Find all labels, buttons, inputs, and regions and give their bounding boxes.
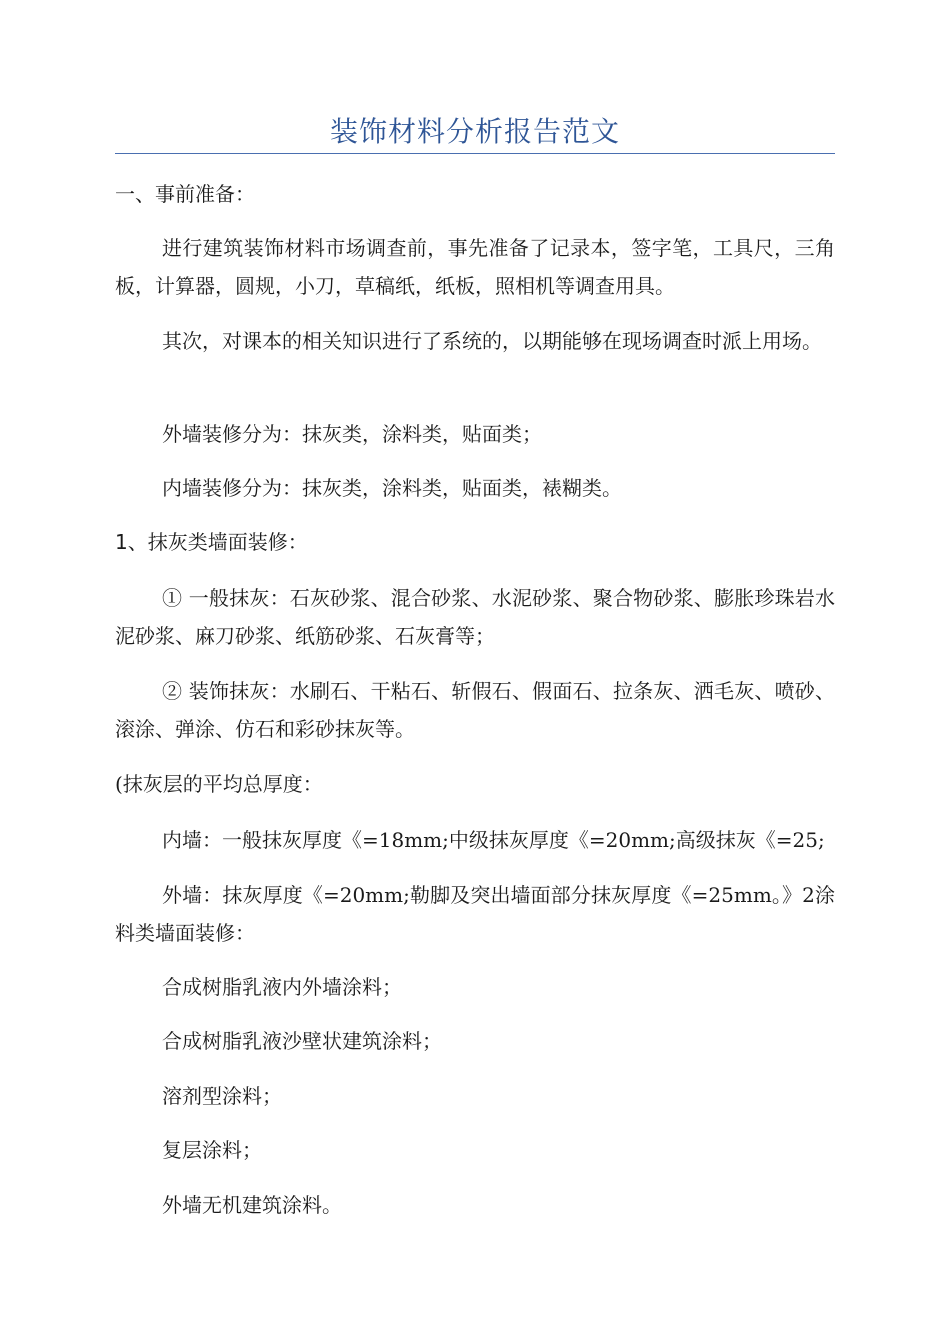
list-item-coating-3: 溶剂型涂料； [162,1084,282,1108]
list-item-coating-1: 合成树脂乳液内外墙涂料； [162,975,402,999]
paragraph-interior-thickness: 内墙：一般抹灰厚度《=18mm;中级抹灰厚度《=20mm;高级抹灰《=25; [162,828,825,852]
paragraph-exterior-thickness: 外墙：抹灰厚度《=20mm;勒脚及突出墙面部分抹灰厚度《=25mm。》2涂料类墙面装修： [115,883,835,945]
paragraph-exterior-wall: 外墙装修分为：抹灰类，涂料类，贴面类； [162,422,542,446]
paragraph-knowledge: 其次，对课本的相关知识进行了系统的，以期能够在现场调查时派上用场。 [162,329,822,353]
section-heading-plaster: 1、抹灰类墙面装修： [115,530,308,554]
list-item-coating-5: 外墙无机建筑涂料。 [162,1193,342,1217]
paragraph-plaster-thickness: (抹灰层的平均总厚度： [115,772,323,796]
list-item-decorative-plaster: ② 装饰抹灰：水刷石、干粘石、斩假石、假面石、拉条灰、洒毛灰、喷砂、滚涂、弹涂、仿石和彩砂抹灰等。 [115,679,835,741]
paragraph-tools: 进行建筑装饰材料市场调查前，事先准备了记录本，签字笔，工具尺，三角板，计算器，圆规，小刀，草稿纸，纸板，照相机等调查用具。 [115,236,835,298]
paragraph-interior-wall: 内墙装修分为：抹灰类，涂料类，贴面类，裱糊类。 [162,476,622,500]
document-title: 装饰材料分析报告范文 [329,115,620,148]
list-item-coating-4: 复层涂料； [162,1138,262,1162]
list-item-coating-2: 合成树脂乳液沙壁状建筑涂料； [162,1029,442,1053]
title-underline [115,153,835,154]
list-item-general-plaster: ① 一般抹灰：石灰砂浆、混合砂浆、水泥砂浆、聚合物砂浆、膨胀珍珠岩水泥砂浆、麻刀砂浆、纸筋砂浆、石灰膏等； [115,586,835,648]
section-heading-preparation: 一、事前准备： [115,182,255,206]
